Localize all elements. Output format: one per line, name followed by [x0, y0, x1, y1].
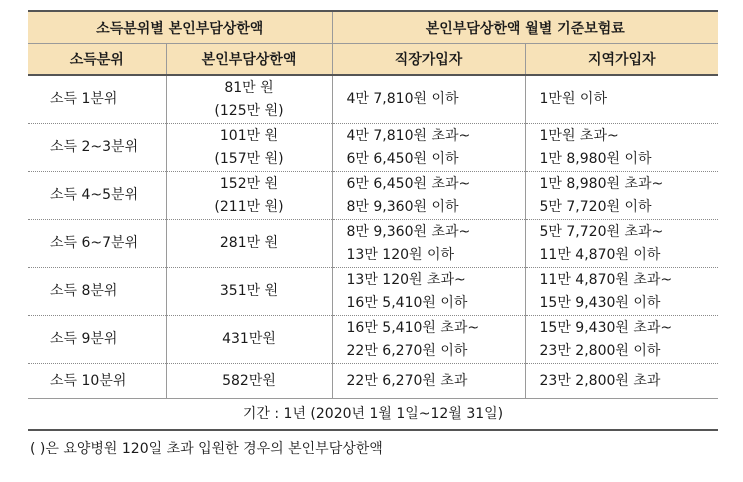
period-row: [28, 399, 718, 431]
employee-fee-line: 6만 6,450원 초과~: [346, 175, 471, 192]
tier-cell: 소득 8분위: [28, 268, 166, 316]
limit-cell: [166, 220, 332, 268]
limit-amount: 431만원: [222, 331, 276, 347]
header-row-group: [28, 11, 718, 44]
table-row: [28, 268, 718, 316]
header-employee: 직장가입자: [332, 44, 525, 76]
limit-cell: [166, 364, 332, 399]
employee-fee-line: 16만 5,410원 이하: [346, 294, 468, 311]
limit-amount: 152만 원: [219, 175, 279, 192]
regional-fee-line: 11만 4,870원 이하: [539, 246, 661, 263]
tier-cell: 소득 1분위: [28, 75, 166, 124]
table-row: [28, 316, 718, 364]
regional-fee-line: 15만 9,430원 이하: [539, 294, 661, 311]
employee-fee-cell: [332, 124, 525, 172]
limit-amount: 351만 원: [219, 283, 279, 299]
regional-fee-cell: [525, 268, 718, 316]
header-limit: 본인부담상한액: [166, 44, 332, 76]
regional-fee-line: 5만 7,720원 초과~: [539, 223, 664, 240]
regional-fee-line: 1만 8,980원 이하: [539, 150, 652, 167]
regional-fee-cell: [525, 220, 718, 268]
header-tier: 소득분위: [28, 44, 166, 76]
table-row: [28, 220, 718, 268]
employee-fee-cell: [332, 220, 525, 268]
table-row: [28, 172, 718, 220]
employee-fee-line: 22만 6,270원 초과: [346, 372, 468, 389]
header-group-left: 소득분위별 본인부담상한액: [28, 11, 332, 44]
regional-fee-line: 23만 2,800원 이하: [539, 342, 661, 359]
employee-fee-cell: [332, 172, 525, 220]
regional-fee-cell: [525, 124, 718, 172]
regional-fee-line: 5만 7,720원 이하: [539, 198, 652, 215]
table-row: [28, 124, 718, 172]
table-row: [28, 75, 718, 124]
limit-amount: 81만 원: [224, 79, 274, 96]
tier-cell: 소득 10분위: [28, 364, 166, 399]
employee-fee-line: 8만 9,360원 초과~: [346, 223, 471, 240]
employee-fee-cell: [332, 268, 525, 316]
employee-fee-line: 4만 7,810원 이하: [346, 91, 459, 107]
regional-fee-cell: [525, 75, 718, 124]
employee-fee-line: 4만 7,810원 초과~: [346, 127, 471, 144]
limit-amount-long-stay: (157만 원): [214, 150, 284, 167]
copay-limit-table: [28, 10, 718, 431]
header-group-right: 본인부담상한액 월별 기준보험료: [332, 11, 718, 44]
limit-cell: [166, 124, 332, 172]
regional-fee-cell: [525, 364, 718, 399]
tier-cell: 소득 2~3분위: [28, 124, 166, 172]
regional-fee-cell: [525, 172, 718, 220]
period-text: 기간 : 1년 (2020년 1월 1일~12월 31일): [28, 399, 718, 431]
regional-fee-line: 23만 2,800원 초과: [539, 372, 661, 389]
footnote: ( )은 요양병원 120일 초과 입원한 경우의 본인부담상한액: [30, 441, 383, 457]
header-row-columns: [28, 44, 718, 76]
limit-amount: 281만 원: [219, 235, 279, 251]
limit-amount: 101만 원: [219, 127, 279, 144]
header-regional: 지역가입자: [525, 44, 718, 76]
table-row: [28, 364, 718, 399]
employee-fee-line: 8만 9,360원 이하: [346, 198, 459, 215]
regional-fee-line: 11만 4,870원 초과~: [539, 271, 673, 288]
employee-fee-cell: [332, 75, 525, 124]
regional-fee-line: 1만원 초과~: [539, 127, 619, 144]
regional-fee-line: 1만 8,980원 초과~: [539, 175, 664, 192]
limit-cell: [166, 75, 332, 124]
regional-fee-cell: [525, 316, 718, 364]
tier-cell: 소득 9분위: [28, 316, 166, 364]
employee-fee-line: 16만 5,410원 초과~: [346, 319, 480, 336]
regional-fee-line: 15만 9,430원 초과~: [539, 319, 673, 336]
employee-fee-line: 13만 120원 초과~: [346, 271, 466, 288]
limit-amount-long-stay: (211만 원): [214, 198, 284, 215]
employee-fee-cell: [332, 316, 525, 364]
limit-amount: 582만원: [222, 372, 276, 389]
limit-amount-long-stay: (125만 원): [214, 102, 284, 119]
employee-fee-line: 6만 6,450원 이하: [346, 150, 459, 167]
employee-fee-line: 13만 120원 이하: [346, 246, 455, 263]
limit-cell: [166, 316, 332, 364]
tier-cell: 소득 4~5분위: [28, 172, 166, 220]
tier-cell: 소득 6~7분위: [28, 220, 166, 268]
employee-fee-line: 22만 6,270원 이하: [346, 342, 468, 359]
limit-cell: [166, 268, 332, 316]
employee-fee-cell: [332, 364, 525, 399]
regional-fee-line: 1만원 이하: [539, 91, 607, 107]
limit-cell: [166, 172, 332, 220]
